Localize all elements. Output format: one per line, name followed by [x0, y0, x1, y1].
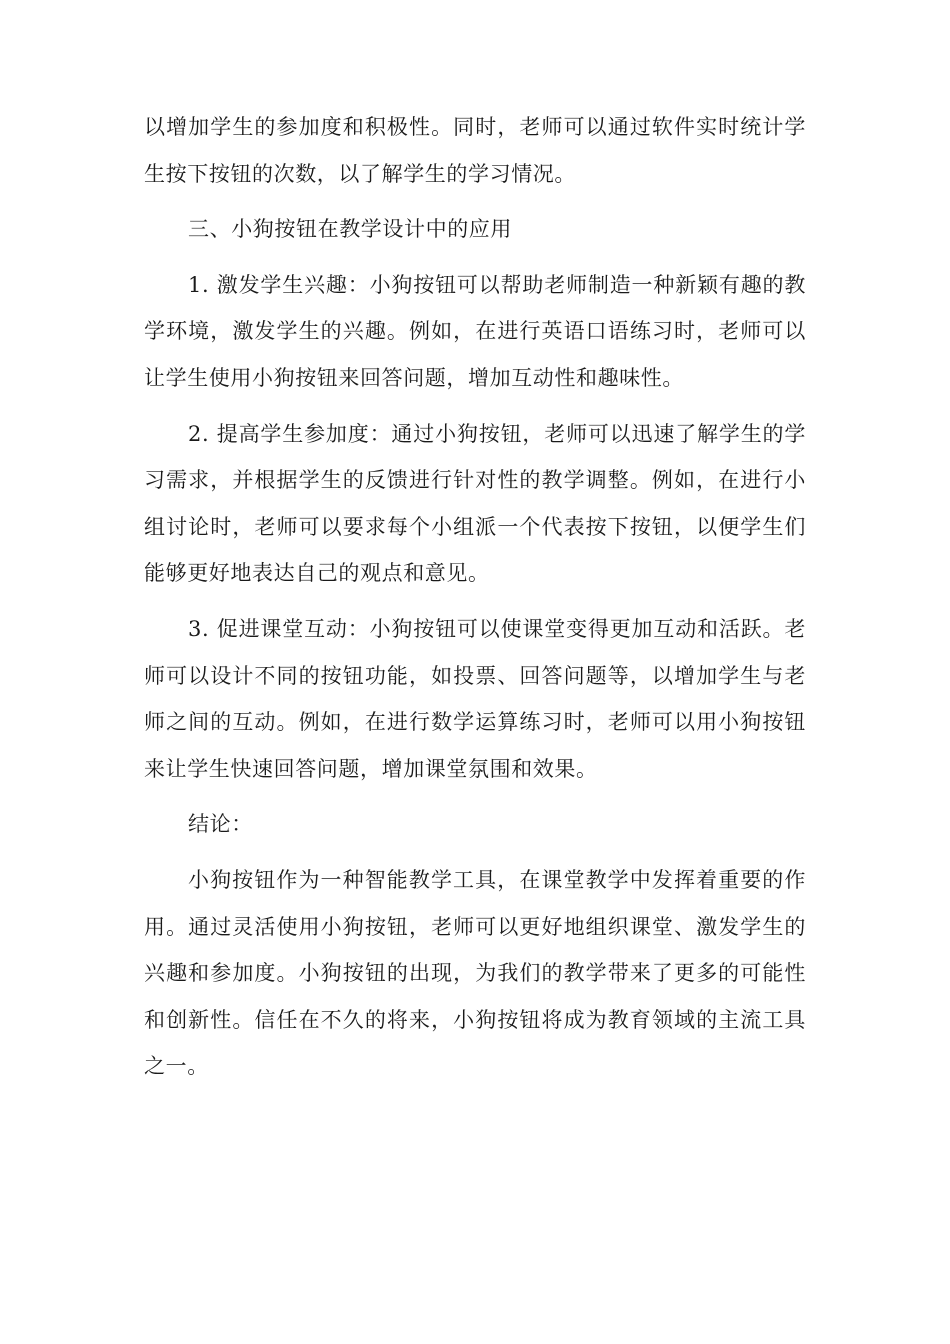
list-item-1: 1. 激发学生兴趣：小狗按钮可以帮助老师制造一种新颖有趣的教学环境，激发学生的兴趣。例如，在进行英语口语练习时，老师可以让学生使用小狗按钮来回答问题，增加互动性和趣味性。: [144, 272, 806, 390]
list-item-2: 2. 提高学生参加度：通过小狗按钮，老师可以迅速了解学生的学习需求，并根据学生的反馈进行针对性的教学调整。例如，在进行小组讨论时，老师可以要求每个小组派一个代表按下按钮，以便学生们能够更好地表达自己的观点和意见。: [144, 421, 806, 586]
section-heading: 三、小狗按钮在教学设计中的应用: [188, 217, 512, 242]
document-body: [144, 104, 806, 1099]
list-item-3: 3. 促进课堂互动：小狗按钮可以使课堂变得更加互动和活跃。老师可以设计不同的按钮功能，如投票、回答问题等，以增加学生与老师之间的互动。例如，在进行数学运算练习时，老师可以用小狗按钮来让学生快速回答问题，增加课堂氛围和效果。: [144, 616, 806, 781]
paragraph-continuation: 以增加学生的参加度和积极性。同时，老师可以通过软件实时统计学生按下按钮的次数，以了解学生的学习情况。: [144, 115, 806, 186]
conclusion-heading: 结论：: [188, 812, 253, 837]
conclusion-paragraph: 小狗按钮作为一种智能教学工具，在课堂教学中发挥着重要的作用。通过灵活使用小狗按钮，老师可以更好地组织课堂、激发学生的兴趣和参加度。小狗按钮的出现，为我们的教学带来了更多的可能性和创新性。信任在不久的将来，小狗按钮将成为教育领域的主流工具之一。: [144, 867, 806, 1079]
